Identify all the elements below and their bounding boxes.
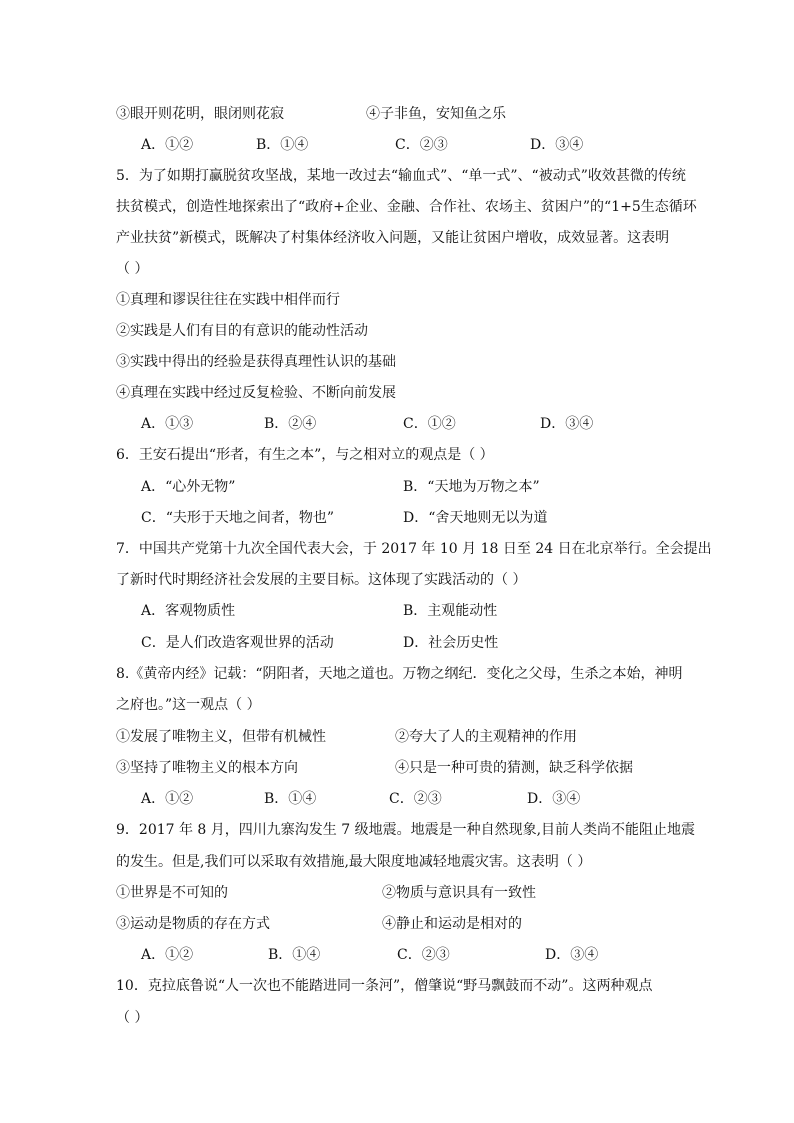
q8-option-b: B．①④ (264, 791, 317, 807)
q4-option-b: B．①④ (256, 137, 309, 153)
q9-option-a: A．①② (141, 947, 194, 963)
q5-stem-line-2: 扶贫模式，创造性地探索出了“政府+企业、金融、合作社、农场主、贫困户”的“1+5生态循环 (116, 199, 697, 215)
q5-item-4: ④真理在实践中经过反复检验、不断向前发展 (116, 385, 396, 401)
q4-option-c: C．②③ (395, 137, 448, 153)
q10-stem-line-1: 10．克拉底鲁说“人一次也不能踏进同一条河”，僧肇说“野马飘鼓而不动”。这两种观点 (116, 978, 653, 994)
q7-option-a: A．客观物质性 (141, 603, 236, 619)
q5-item-2: ②实践是人们有目的有意识的能动性活动 (116, 323, 368, 339)
q5-item-1: ①真理和谬误往往在实践中相伴而行 (116, 292, 340, 308)
q5-answer-blank: （ ） (116, 261, 149, 277)
q6-option-a: A．“心外无物” (141, 479, 236, 495)
q8-stem-line-1: 8.《黄帝内经》记载：“阴阳者，天地之道也。万物之纲纪．变化之父母，生杀之本始，神明 (116, 666, 683, 682)
q7-stem-line-2: 了新时代时期经济社会发展的主要目标。这体现了实践活动的（ ） (116, 572, 527, 588)
q9-option-d: D．③④ (545, 947, 599, 963)
q8-stem-line-2: 之府也。”这一观点（ ） (116, 697, 261, 713)
q5-stem-line-1: 5．为了如期打赢脱贫攻坚战，某地一改过去“输血式”、“单一式”、“被动式”收效甚微的传统 (116, 168, 686, 184)
q7-stem-line-1: 7．中国共产党第十九次全国代表大会，于 2017 年 10 月 18 日至 24 日在北京举行。全会提出 (116, 541, 712, 557)
q8-option-d: D．③④ (527, 791, 581, 807)
q6-option-c: C．“夫形于天地之间者，物也” (141, 510, 335, 526)
q7-option-b: B．主观能动性 (403, 603, 498, 619)
q8-option-c: C．②③ (389, 791, 442, 807)
q5-item-3: ③实践中得出的经验是获得真理性认识的基础 (116, 354, 396, 370)
q5-option-d: D．③④ (540, 416, 594, 432)
q9-item-4: ④静止和运动是相对的 (382, 916, 522, 932)
q5-stem-line-3: 产业扶贫”新模式，既解决了村集体经济收入问题，又能让贫困户增收，成效显著。这表明 (116, 230, 670, 246)
q9-item-2: ②物质与意识具有一致性 (382, 885, 536, 901)
q4-item-4: ④子非鱼，安知鱼之乐 (366, 106, 506, 122)
q4-item-3: ③眼开则花明，眼闭则花寂 (116, 106, 284, 122)
q7-option-d: D．社会历史性 (403, 635, 499, 651)
q4-option-a: A．①② (141, 137, 194, 153)
q9-option-c: C．②③ (397, 947, 450, 963)
q9-stem-line-1: 9．2017 年 8 月，四川九寨沟发生 7 级地震。地震是一种自然现象,目前人类尚不能阻止地震 (116, 822, 696, 838)
q9-item-1: ①世界是不可知的 (116, 885, 228, 901)
q8-item-4: ④只是一种可贵的猜测，缺乏科学依据 (395, 760, 633, 776)
q9-option-b: B．①④ (268, 947, 321, 963)
q7-option-c: C．是人们改造客观世界的活动 (141, 635, 334, 651)
q8-item-1: ①发展了唯物主义，但带有机械性 (116, 729, 326, 745)
q4-option-d: D．③④ (530, 137, 584, 153)
q5-option-c: C．①② (403, 416, 456, 432)
q8-option-a: A．①② (141, 791, 194, 807)
q9-item-3: ③运动是物质的存在方式 (116, 916, 270, 932)
q10-answer-blank: （ ） (116, 1010, 149, 1026)
q6-stem: 6．王安石提出“形者，有生之本”，与之相对立的观点是（ ） (116, 447, 494, 463)
q9-stem-line-2: 的发生。但是,我们可以采取有效措施,最大限度地减轻地震灾害。这表明（ ） (116, 854, 592, 870)
q8-item-3: ③坚持了唯物主义的根本方向 (116, 760, 298, 776)
q6-option-b: B．“天地为万物之本” (403, 479, 540, 495)
q5-option-a: A．①③ (141, 416, 194, 432)
q8-item-2: ②夸大了人的主观精神的作用 (395, 729, 577, 745)
q5-option-b: B．②④ (264, 416, 317, 432)
q6-option-d: D．“舍天地则无以为道 (403, 510, 548, 526)
